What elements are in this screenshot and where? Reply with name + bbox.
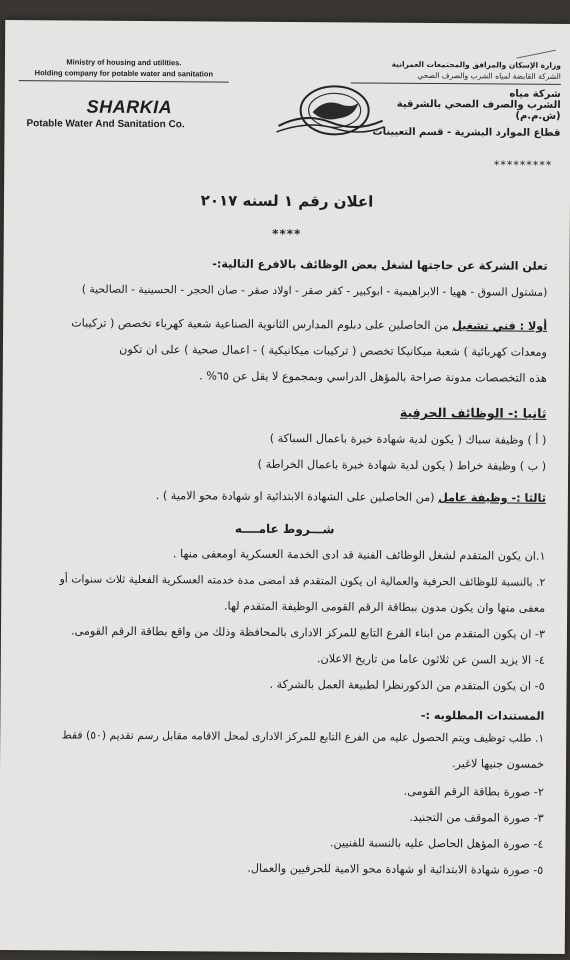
header-arabic bbox=[350, 58, 561, 138]
second-item-b: ( ب ) وظيفة خراط ( يكون لدية شهادة خبرة باعمال الخراطة ) bbox=[257, 457, 547, 473]
first-line3: هذه التخصصات مدونة صراحة بالمؤهل الدراسي وبمجموع لا يقل عن ٦٥% . bbox=[199, 369, 547, 385]
company-subtitle-english: Potable Water And Sanitation Co. bbox=[26, 118, 185, 131]
ministry-arabic: وزارة الإسكان والمرافق والمجتمعات العمرانية bbox=[391, 59, 561, 70]
company-name-english: SHARKIA bbox=[86, 96, 173, 118]
document-3: ٣- صورة الموقف من التجنيد. bbox=[409, 810, 544, 825]
branches-list: (مشتول السوق - ههيا - الابراهيمية - ابوكبير - كفر صقر - اولاد صقر - صان الحجر - الحسينية - الصالحية ) bbox=[81, 282, 548, 299]
announcement-title: اعلان رقم ١ لسنه ٢٠١٧ bbox=[200, 191, 374, 211]
third-section bbox=[132, 489, 546, 505]
first-label: أولا : فني تشغيل bbox=[452, 319, 548, 333]
second-heading: ثانيا :- الوظائف الحرفية bbox=[399, 404, 547, 421]
condition-2b: معفى منها وان يكون مدون ببطاقة الرقم القومى الوظيفة المتقدم لها. bbox=[223, 599, 546, 615]
holding-english: Holding company for potable water and sanitation bbox=[19, 67, 229, 82]
general-heading: شـــروط عامــــه bbox=[234, 521, 335, 537]
header-stars: ********* bbox=[493, 158, 553, 172]
documents-heading: المستندات المطلوبه :- bbox=[420, 708, 545, 723]
first-section bbox=[29, 316, 547, 333]
third-text: (من الحاصلين على الشهادة الابتدائية او شهادة محو الامية ) . bbox=[155, 489, 435, 505]
condition-4: ٤- الا يزيد السن عن ثلاثون عاما من تاريخ الاعلان. bbox=[316, 652, 545, 667]
department-arabic: قطاع الموارد البشرية - قسم التعيينات bbox=[372, 126, 561, 139]
document-4: ٤- صورة المؤهل الحاصل عليه بالنسبة للفنيين. bbox=[329, 836, 544, 851]
third-label: ثالثا :- وظيفة عامل bbox=[438, 491, 546, 505]
document-5: ٥- صورة شهادة الابتدائية او شهادة محو الامية للحرفيين والعمال. bbox=[247, 861, 544, 877]
condition-5: ٥- ان يكون المتقدم من الذكورنظرا لطبيعة العمل بالشركة . bbox=[269, 677, 545, 693]
company-arabic-1: شركة مياه bbox=[509, 88, 561, 100]
intro-text: تعلن الشركة عن حاجتها لشغل بعض الوظائف بالافرع التالية:- bbox=[212, 257, 548, 273]
company-arabic-2: الشرب والصرف الصحي بالشرقية (ش.م.م) bbox=[396, 98, 561, 122]
condition-1: ١.ان يكون المتقدم لشغل الوظائف الفنية قد ادى الخدمة العسكرية اومعفى منها . bbox=[172, 547, 546, 563]
document-1b: خمسون جنيها لاغير. bbox=[451, 757, 545, 771]
ministry-english: Ministry of housing and utilities. bbox=[66, 57, 182, 68]
document-1a: ١. طلب توظيف ويتم الحصول عليه من الفرع التابع للمركز الادارى لمحل الاقامه مقابل رسم تقديم (٥٠) فقط bbox=[61, 728, 545, 745]
header-english bbox=[19, 56, 229, 82]
condition-2a: ٢. بالنسبة للوظائف الحرفية والعمالية ان يكون المتقدم قد امضى مدة خدمته العسكرية الفعلية ثلاث سنوات أو bbox=[59, 572, 546, 589]
document-2: ٢- صورة بطاقة الرقم القومى. bbox=[403, 784, 544, 799]
holding-arabic: الشركة القابضة لمياه الشرب والصرف الصحي bbox=[351, 69, 561, 84]
first-line2: ومعدات كهربائية ) شعبة ميكانيكا تخصص ( تركيبات ميكانيكية ) - اعمال صحية ) على ان تكون bbox=[119, 342, 547, 359]
title-stars: **** bbox=[272, 226, 302, 242]
signature-mark bbox=[514, 38, 556, 59]
announcement-document bbox=[0, 20, 570, 954]
second-item-a: ( أ ) وظيفة سباك ( يكون لدية شهادة خبرة باعمال السباكة ) bbox=[269, 431, 547, 447]
condition-3: ٣- ان يكون المتقدم من ابناء الفرع التابع للمركز الادارى بالمحافظة وذلك من واقع بطاقة الرقم القومى. bbox=[70, 624, 546, 641]
first-line1: من الحاصلين على دبلوم المدارس الثانوية الصناعية شعبة كهرباء تخصص ( تركيبات bbox=[71, 316, 449, 333]
